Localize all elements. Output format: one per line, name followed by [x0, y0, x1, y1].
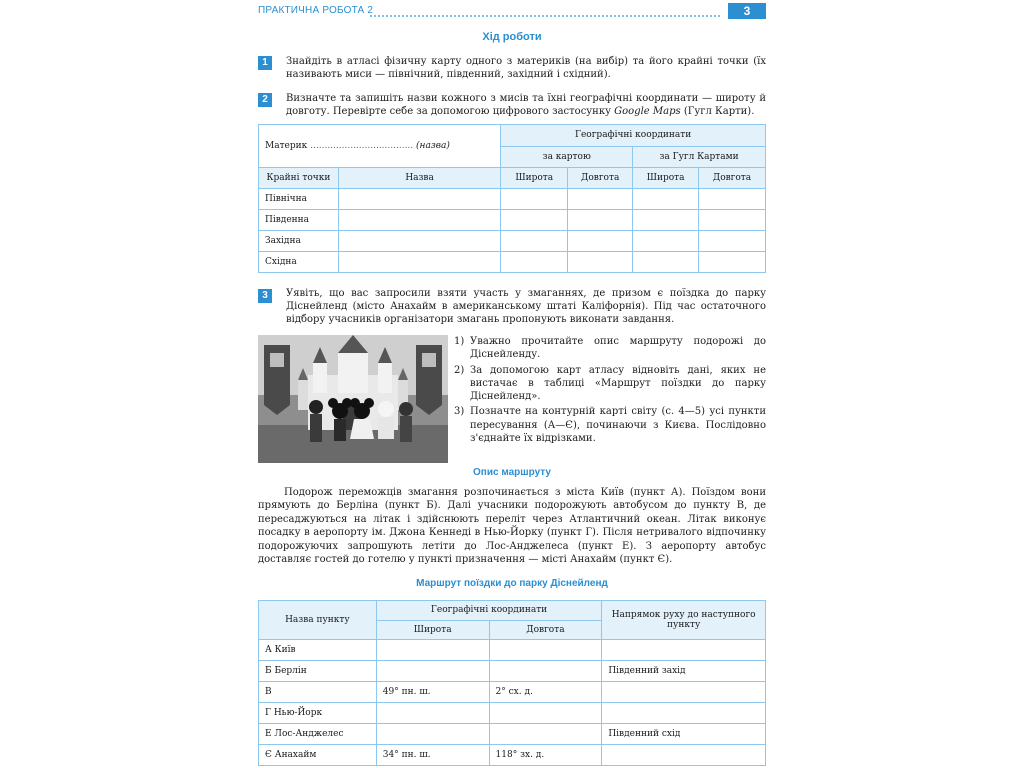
input-cell[interactable]	[568, 252, 633, 273]
input-cell[interactable]	[633, 189, 699, 210]
input-cell[interactable]	[501, 231, 568, 252]
continent-cell[interactable]	[259, 125, 501, 168]
input-cell[interactable]	[338, 210, 500, 231]
lon2-col-header: Довгота	[699, 168, 766, 189]
continent-blank: ....................................	[310, 141, 414, 151]
task-text-1: Знайдіть в атласі фізичну карту одного з материків (на вибір) та його крайні точки (їх називають миси — північний, південний, західний і східний).	[286, 56, 766, 80]
by-map-header: за картою	[501, 146, 633, 168]
input-cell[interactable]	[501, 252, 568, 273]
table-row	[259, 703, 766, 724]
input-cell[interactable]	[633, 210, 699, 231]
route-lon-header: Довгота	[489, 620, 602, 640]
table-row	[259, 231, 766, 252]
route-lat[interactable]	[376, 703, 489, 724]
input-cell[interactable]	[501, 189, 568, 210]
route-lon[interactable]	[489, 703, 602, 724]
input-cell[interactable]	[633, 252, 699, 273]
table-row	[259, 682, 766, 703]
table-row	[259, 640, 766, 661]
page-number: 3	[728, 3, 766, 19]
list-item-text: Уважно прочитайте опис маршруту подорожі до Діснейленду.	[470, 336, 766, 361]
route-point: Г Нью-Йорк	[259, 703, 377, 724]
route-lon[interactable]: 118° зх. д.	[489, 745, 602, 766]
list-item-text: Позначте на контурній карті світу (с. 4—5) усі пункти пересування (А—Є), починаючи з Києва. Послідовно з'єднайте їх відрізками.	[470, 406, 766, 445]
input-cell[interactable]	[338, 231, 500, 252]
route-table-title: Маршрут поїздки до парку Діснейленд	[416, 578, 608, 589]
route-title: Опис маршруту	[473, 467, 551, 478]
table-row	[259, 252, 766, 273]
route-lat-header: Широта	[376, 620, 489, 640]
page-header	[258, 3, 766, 19]
castle-image-icon	[258, 335, 448, 463]
input-cell[interactable]	[633, 231, 699, 252]
route-description: Подорож переможців змагання розпочинається з міста Київ (пункт А). Поїздом вони прямують до Берліна (пункт Б). Далі учасники подорожують автобусом до пункту В, де пересаджуються на літак і здійснюють переліт через Атлантичний океан. Літак виконує посадку в аеропорту ім. Джона Кеннеді в Нью-Йорку (пункт Г). Після нетривалого відпочинку подорожуючих запрошують летіти до Лос-Анджелеса (пункт Е). З аеропорту автобус доставляє гостей до готелю у пункті призначення — місті Анахайм (пункт Є).	[258, 487, 766, 566]
route-lon[interactable]: 2° сх. д.	[489, 682, 602, 703]
direction-col-header: Напрямок руху до наступного пункту	[602, 601, 766, 640]
route-lon[interactable]	[489, 640, 602, 661]
workbook-page	[258, 0, 766, 768]
list-item	[454, 405, 766, 445]
input-cell[interactable]	[699, 210, 766, 231]
continent-label: Материк	[265, 141, 308, 151]
table-row	[259, 661, 766, 682]
task-number-2: 2	[258, 93, 272, 107]
task-text-2-app: Google Maps	[614, 106, 681, 117]
task-text-3: Уявіть, що вас запросили взяти участь у змаганнях, де призом є поїздка до парку Діснейленд (місто Анахайм в американському штаті Каліфорнія). Під час остаточного відбору учасників організатори змагань пропонують виконати завдання.	[286, 288, 766, 325]
geo-coords-header: Географічні координати	[501, 125, 766, 147]
name-col-header: Назва	[338, 168, 500, 189]
instructions-list	[454, 335, 766, 447]
route-point: В	[259, 682, 377, 703]
input-cell[interactable]	[699, 252, 766, 273]
input-cell[interactable]	[699, 189, 766, 210]
input-cell[interactable]	[568, 210, 633, 231]
route-point: Б Берлін	[259, 661, 377, 682]
disneyland-photo	[258, 335, 448, 463]
route-table	[258, 600, 766, 766]
task-number-3: 3	[258, 289, 272, 303]
row-label: Східна	[259, 252, 339, 273]
table-row	[259, 724, 766, 745]
list-item-number: 1)	[454, 336, 465, 347]
continent-hint: (назва)	[416, 141, 450, 151]
row-label: Північна	[259, 189, 339, 210]
extreme-points-table	[258, 124, 766, 273]
route-lat[interactable]	[376, 661, 489, 682]
route-geo-header: Географічні координати	[376, 601, 602, 621]
input-cell[interactable]	[338, 189, 500, 210]
list-item	[454, 335, 766, 362]
list-item-number: 2)	[454, 364, 465, 376]
table-row	[259, 210, 766, 231]
list-item	[454, 364, 766, 404]
task-text-2-end: (Гугл Карти).	[680, 106, 755, 117]
route-point: Е Лос-Анджелес	[259, 724, 377, 745]
input-cell[interactable]	[568, 189, 633, 210]
route-dir[interactable]	[602, 682, 766, 703]
route-lat[interactable]	[376, 724, 489, 745]
list-item-number: 3)	[454, 406, 465, 418]
lat-col-header: Широта	[501, 168, 568, 189]
header-dotted-line	[370, 15, 720, 17]
points-col-header: Крайні точки	[259, 168, 339, 189]
row-label: Південна	[259, 210, 339, 231]
route-lon[interactable]	[489, 661, 602, 682]
section-title: Хід роботи	[482, 31, 542, 43]
route-dir[interactable]	[602, 703, 766, 724]
route-lon[interactable]	[489, 724, 602, 745]
route-dir[interactable]: Південний захід	[602, 661, 766, 682]
route-dir[interactable]	[602, 640, 766, 661]
header-title: ПРАКТИЧНА РОБОТА 2	[258, 5, 374, 16]
lon-col-header: Довгота	[568, 168, 633, 189]
route-point: А Київ	[259, 640, 377, 661]
row-label: Західна	[259, 231, 339, 252]
table-row	[259, 189, 766, 210]
list-item-text: За допомогою карт атласу відновіть дані, яких не вистачає в таблиці «Маршрут поїздки до парку Діснейленд».	[470, 364, 766, 403]
route-point: Є Анахайм	[259, 745, 377, 766]
route-lat[interactable]	[376, 640, 489, 661]
by-google-header: за Гугл Картами	[633, 146, 766, 168]
task-number-1: 1	[258, 56, 272, 70]
lat2-col-header: Широта	[633, 168, 699, 189]
point-col-header: Назва пункту	[259, 601, 377, 640]
input-cell[interactable]	[501, 210, 568, 231]
table-row	[259, 745, 766, 766]
input-cell[interactable]	[699, 231, 766, 252]
route-lat[interactable]: 34° пн. ш.	[376, 745, 489, 766]
task-text-2-start: Визначте та запишіть назви кожного з мисів та їхні географічні координати — широту й довготу. Перевірте себе за допомогою цифрового застосунку	[286, 93, 766, 117]
route-dir[interactable]	[602, 745, 766, 766]
input-cell[interactable]	[568, 231, 633, 252]
route-dir[interactable]: Південний схід	[602, 724, 766, 745]
input-cell[interactable]	[338, 252, 500, 273]
route-lat[interactable]: 49° пн. ш.	[376, 682, 489, 703]
task-text-2	[286, 92, 766, 118]
